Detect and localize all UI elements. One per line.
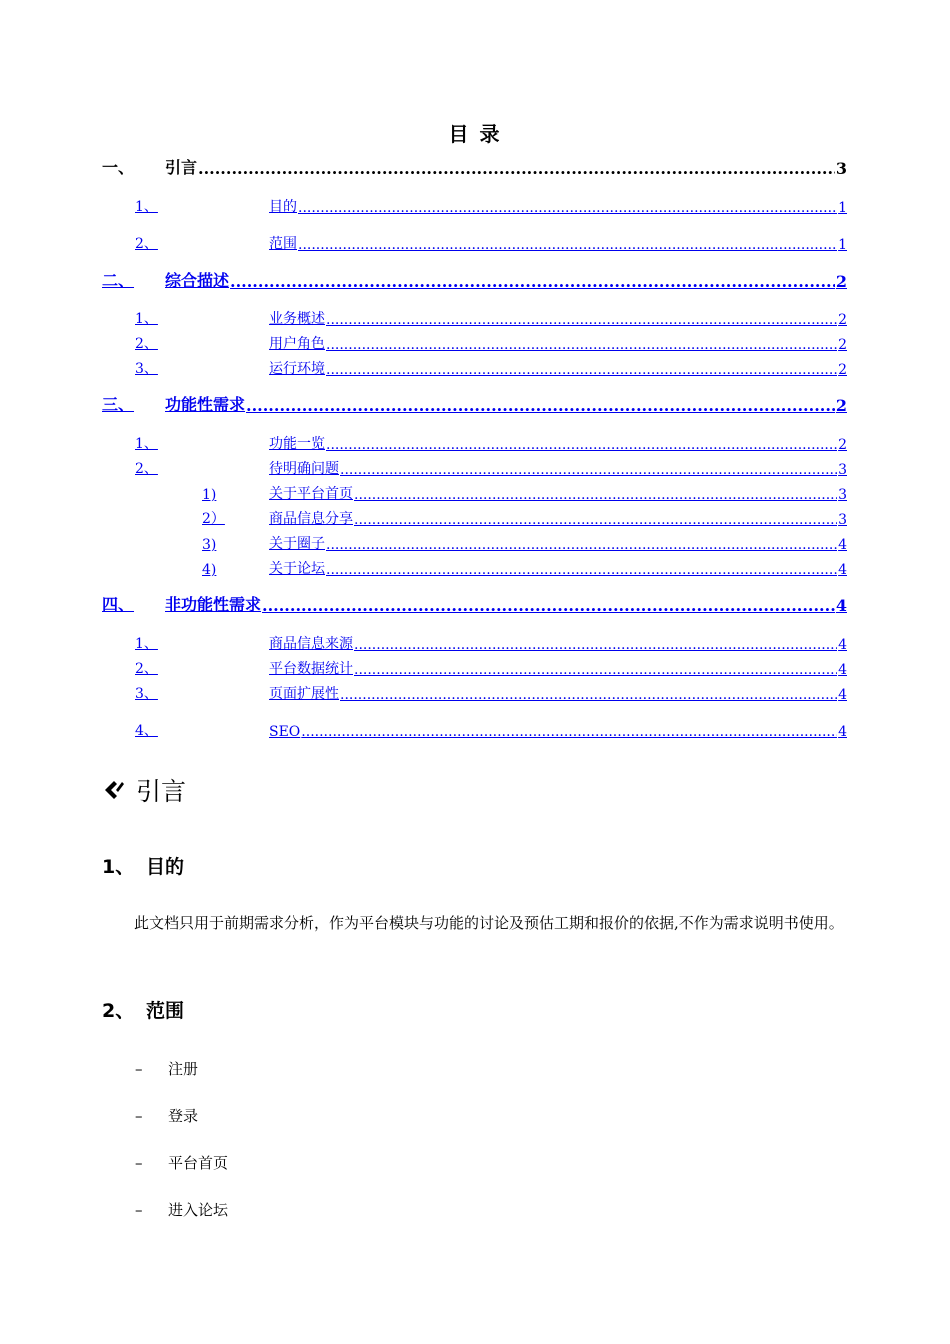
toc-entry-page: 4 — [835, 596, 847, 615]
toc-leader-dots — [326, 562, 837, 578]
list-item-text: 平台首页 — [168, 1154, 229, 1172]
toc-leader-dots — [354, 637, 837, 653]
toc-entry-label: 商品信息来源 — [269, 636, 353, 652]
toc-entry-2-1[interactable] — [135, 308, 847, 328]
toc-title: 目 录 — [448, 122, 502, 146]
toc-entry-number: 3、 — [135, 686, 158, 702]
toc-entry-page: 1 — [838, 200, 847, 216]
toc-entry-number: 一、 — [102, 158, 135, 177]
toc-entry-4-1[interactable] — [135, 633, 847, 653]
toc-leader-dots — [298, 200, 837, 216]
toc-entry-label: 业务概述 — [269, 311, 325, 327]
toc-leader-dots — [340, 462, 837, 478]
dash-bullet: – — [135, 1201, 143, 1219]
list-item — [135, 1199, 228, 1220]
dash-bullet: – — [135, 1107, 143, 1125]
toc-leader-dots — [354, 662, 837, 678]
toc-entry-number: 3) — [202, 537, 217, 553]
toc-leader-dots — [326, 362, 837, 378]
list-item — [135, 1152, 228, 1173]
toc-entry-4-2[interactable] — [135, 658, 847, 678]
dash-bullet: – — [135, 1154, 143, 1172]
toc-entry-page: 4 — [838, 637, 847, 653]
toc-entry-page: 4 — [838, 537, 847, 553]
toc-entry-label: 非功能性需求 — [165, 595, 262, 614]
toc-entry-3-2-3[interactable] — [202, 533, 847, 553]
toc-entry-3-1[interactable] — [135, 433, 847, 453]
section-heading — [102, 772, 186, 808]
toc-entry-page: 3 — [838, 487, 847, 503]
toc-entry-number: 2、 — [135, 336, 158, 352]
toc-entry-label: 范围 — [269, 236, 297, 252]
toc-leader-dots — [246, 396, 835, 415]
subsection-number: 2、 — [102, 1000, 135, 1022]
subsection-heading-purpose — [102, 852, 184, 879]
toc-entry-number: 4) — [202, 562, 217, 578]
toc-leader-dots — [354, 512, 837, 528]
toc-leader-dots — [230, 272, 835, 291]
toc-leader-dots — [326, 337, 837, 353]
toc-entry-2-3[interactable] — [135, 358, 847, 378]
toc-entry-section-3[interactable] — [102, 393, 847, 415]
subsection-number: 1、 — [102, 856, 135, 878]
purpose-paragraph: 此文档只用于前期需求分析，作为平台模块与功能的讨论及预估工期和报价的依据,不作为需求说明书使用。 — [134, 914, 844, 932]
toc-leader-dots — [262, 596, 835, 615]
toc-entry-3-2-1[interactable] — [202, 483, 847, 503]
toc-entry-page: 4 — [838, 662, 847, 678]
section-title: 引言 — [136, 777, 187, 806]
toc-entry-label: 运行环境 — [269, 361, 325, 377]
list-item — [135, 1105, 198, 1126]
list-item-text: 登录 — [168, 1107, 199, 1125]
toc-entry-page: 2 — [835, 272, 847, 291]
toc-entry-number: 1) — [202, 487, 217, 503]
toc-entry-2-2[interactable] — [135, 333, 847, 353]
toc-entry-number: 1、 — [135, 311, 158, 327]
toc-entry-page: 4 — [838, 687, 847, 703]
toc-entry-label: 综合描述 — [165, 271, 230, 290]
toc-leader-dots — [326, 537, 837, 553]
toc-leader-dots — [326, 437, 837, 453]
toc-entry-page: 2 — [838, 362, 847, 378]
check-diamond-bullet-icon — [102, 778, 126, 802]
toc-entry-label: 商品信息分享 — [269, 511, 353, 527]
list-item-text: 注册 — [168, 1060, 199, 1078]
toc-entry-number: 2、 — [135, 461, 158, 477]
toc-entry-label: 目的 — [269, 199, 297, 215]
toc-entry-section-1[interactable] — [102, 156, 847, 178]
subsection-title: 目的 — [146, 856, 185, 878]
toc-entry-number: 1、 — [135, 199, 158, 215]
list-item-text: 进入论坛 — [168, 1201, 229, 1219]
toc-leader-dots — [198, 159, 835, 178]
toc-entry-label: 引言 — [165, 158, 198, 177]
toc-entry-page: 4 — [838, 724, 847, 740]
toc-entry-number: 4、 — [135, 723, 158, 739]
toc-entry-label: SEO — [269, 724, 301, 740]
toc-entry-number: 四、 — [102, 595, 135, 614]
toc-entry-number: 2） — [202, 511, 225, 527]
toc-entry-page: 3 — [838, 462, 847, 478]
toc-entry-page: 2 — [835, 396, 847, 415]
toc-entry-number: 二、 — [102, 271, 135, 290]
toc-entry-label: 功能性需求 — [165, 395, 246, 414]
toc-entry-3-2-4[interactable] — [202, 558, 847, 578]
toc-entry-page: 3 — [838, 512, 847, 528]
toc-entry-3-2-2[interactable] — [202, 508, 847, 528]
toc-entry-page: 2 — [838, 337, 847, 353]
toc-entry-page: 2 — [838, 312, 847, 328]
toc-entry-label: 关于论坛 — [269, 561, 325, 577]
toc-entry-label: 平台数据统计 — [269, 661, 353, 677]
toc-entry-label: 功能一览 — [269, 436, 325, 452]
toc-entry-4-3[interactable] — [135, 683, 847, 703]
list-item — [135, 1058, 198, 1079]
toc-entry-label: 页面扩展性 — [269, 686, 339, 702]
toc-entry-number: 3、 — [135, 361, 158, 377]
toc-leader-dots — [301, 724, 837, 740]
toc-leader-dots — [326, 312, 837, 328]
toc-entry-page: 4 — [838, 562, 847, 578]
toc-entry-number: 三、 — [102, 395, 135, 414]
toc-entry-page: 2 — [838, 437, 847, 453]
dash-bullet: – — [135, 1060, 143, 1078]
toc-leader-dots — [354, 487, 837, 503]
subsection-heading-scope — [102, 996, 184, 1023]
toc-entry-section-4[interactable] — [102, 593, 847, 615]
toc-entry-1-1[interactable] — [135, 196, 847, 216]
toc-entry-4-4[interactable] — [135, 720, 847, 740]
toc-leader-dots — [298, 237, 837, 253]
toc-entry-3-2[interactable] — [135, 458, 847, 478]
toc-entry-page: 1 — [838, 237, 847, 253]
toc-entry-number: 1、 — [135, 436, 158, 452]
toc-entry-label: 待明确问题 — [269, 461, 339, 477]
subsection-title: 范围 — [146, 1000, 185, 1022]
toc-entry-number: 1、 — [135, 636, 158, 652]
toc-entry-section-2[interactable] — [102, 269, 847, 291]
toc-entry-1-2[interactable] — [135, 233, 847, 253]
toc-entry-number: 2、 — [135, 661, 158, 677]
toc-entry-label: 关于平台首页 — [269, 486, 353, 502]
toc-leader-dots — [340, 687, 837, 703]
toc-entry-page: 3 — [835, 159, 847, 178]
toc-entry-label: 用户角色 — [269, 336, 325, 352]
toc-entry-label: 关于圈子 — [269, 536, 325, 552]
toc-entry-number: 2、 — [135, 236, 158, 252]
